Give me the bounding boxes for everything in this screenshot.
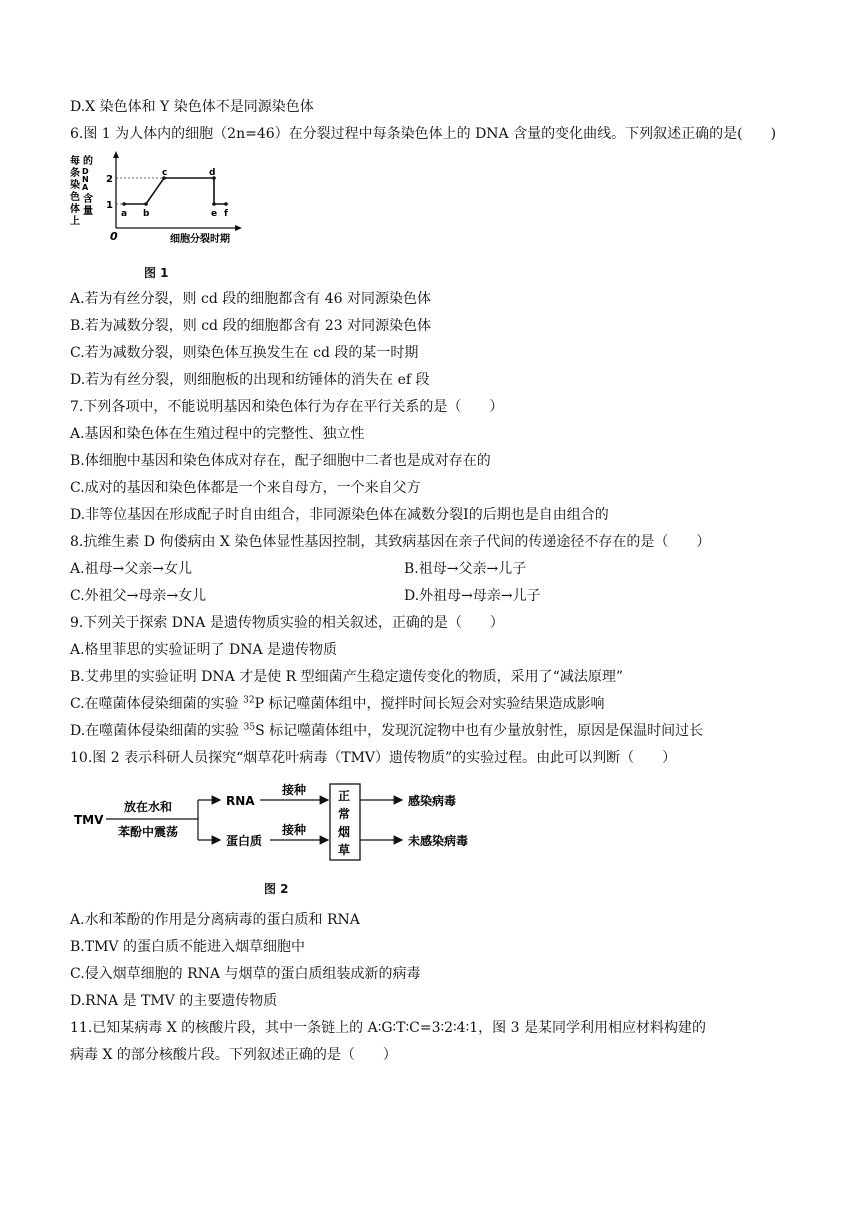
figure-1-dna-content-graph (66, 150, 256, 250)
q11-stem-line2: 病毒 X 的部分核酸片段。下列叙述正确的是（ ） (70, 1047, 397, 1063)
q10-option-d: D.RNA 是 TMV 的主要遗传物质 (70, 993, 278, 1009)
q7-option-a: A.基因和染色体在生殖过程中的完整性、独立性 (70, 426, 365, 442)
fig1-point-a: a (121, 209, 128, 219)
q7-stem: 7.下列各项中，不能说明基因和染色体行为存在平行关系的是（ ） (70, 399, 504, 415)
q8-option-d: D.外祖母→母亲→儿子 (404, 588, 541, 604)
q5-option-d: D.X 染色体和 Y 染色体不是同源染色体 (70, 99, 314, 115)
fig2-treat-line2: 苯酚中震荡 (118, 825, 179, 839)
svg-text:色: 色 (70, 192, 80, 203)
q9-stem: 9.下列关于探索 DNA 是遗传物质实验的相关叙述，正确的是（ ） (70, 615, 504, 631)
q9-option-d: D.在噬菌体侵染细菌的实验 $^{35}$S 标记噬菌体组中，发现沉淀物中也有少量放射性，原因是保温时间过长 (70, 722, 704, 739)
fig2-inoculate-1: 接种 (282, 783, 307, 797)
svg-text:量: 量 (83, 206, 93, 217)
fig1-point-e: e (211, 209, 218, 219)
fig2-protein: 蛋白质 (226, 834, 263, 848)
q11-stem-line1: 11.已知某病毒 X 的核酸片段，其中一条链上的 A∶G∶T∶C=3∶2∶4∶1，图 3 是某同学利用相应材料构建的 (70, 1020, 706, 1036)
q8-option-a: A.祖母→父亲→女儿 (70, 561, 193, 577)
q6-option-c: C.若为减数分裂，则染色体互换发生在 cd 段的某一时期 (70, 345, 419, 361)
q8-stem: 8.抗维生素 D 佝偻病由 X 染色体显性基因控制，其致病基因在亲子代间的传递途径不存在的是（ ） (70, 534, 711, 550)
fig1-point-c: c (162, 168, 168, 178)
q10-option-a: A.水和苯酚的作用是分离病毒的蛋白质和 RNA (70, 912, 360, 928)
q8-option-c: C.外祖父→母亲→女儿 (70, 588, 207, 604)
fig1-xlabel: 细胞分裂时期 (170, 234, 230, 245)
q8-option-b: B.祖母→父亲→儿子 (404, 561, 527, 577)
svg-text:条: 条 (70, 168, 80, 179)
figure-1-caption: 图 1 (144, 266, 169, 280)
q6-option-d: D.若为有丝分裂，则细胞板的出现和纺锤体的消失在 ef 段 (70, 372, 430, 388)
fig2-plant-char: 草 (338, 843, 351, 857)
q9-option-c: C.在噬菌体侵染细菌的实验 $^{32}$P 标记噬菌体组中，搅拌时间长短会对实验结果造成影响 (70, 695, 605, 712)
fig2-rna: RNA (226, 794, 255, 808)
fig1-origin: 0 (110, 230, 118, 243)
q6-stem: 6.图 1 为人体内的细胞（2n=46）在分裂过程中每条染色体上的 DNA 含量的变化曲线。下列叙述正确的是( ) (70, 126, 777, 142)
fig2-result-2: 未感染病毒 (408, 834, 469, 848)
q10-option-c: C.侵入烟草细胞的 RNA 与烟草的蛋白质组装成新的病毒 (70, 966, 421, 982)
fig1-ylabel-col1: 每 (70, 156, 80, 167)
fig2-plant-char: 常 (338, 807, 351, 821)
figure-2-caption: 图 2 (264, 882, 289, 896)
svg-text:体: 体 (70, 204, 80, 215)
fig1-point-f: f (224, 209, 228, 219)
svg-text:N: N (82, 175, 89, 184)
fig2-inoculate-2: 接种 (282, 823, 307, 837)
q6-option-b: B.若为减数分裂，则 cd 段的细胞都含有 23 对同源染色体 (70, 318, 432, 334)
fig1-ytick-2: 2 (106, 174, 113, 185)
svg-text:染: 染 (70, 180, 80, 191)
svg-text:D: D (82, 167, 89, 176)
q10-stem: 10.图 2 表示科研人员探究“烟草花叶病毒（TMV）遗传物质”的实验过程。由此可以判断（ ） (70, 750, 677, 766)
q7-option-c: C.成对的基因和染色体都是一个来自母方，一个来自父方 (70, 480, 421, 496)
fig2-plant-char: 烟 (338, 825, 351, 839)
q7-option-d: D.非等位基因在形成配子时自由组合，非同源染色体在减数分裂I的后期也是自由组合的 (70, 507, 609, 523)
fig1-point-b: b (143, 209, 150, 219)
q6-option-a: A.若为有丝分裂，则 cd 段的细胞都含有 46 对同源染色体 (70, 291, 431, 307)
svg-text:A: A (82, 183, 89, 192)
svg-text:含: 含 (83, 194, 93, 205)
svg-text:上: 上 (70, 216, 80, 227)
q9-option-b: B.艾弗里的实验证明 DNA 才是使 R 型细菌产生稳定遗传变化的物质，采用了“减法原理” (70, 669, 623, 685)
fig2-treat-line1: 放在水和 (124, 800, 173, 814)
fig1-ytick-1: 1 (106, 200, 113, 211)
svg-text:的: 的 (83, 156, 93, 167)
fig2-result-1: 感染病毒 (408, 794, 457, 808)
fig2-tmv: TMV (74, 813, 104, 827)
q10-option-b: B.TMV 的蛋白质不能进入烟草细胞中 (70, 939, 305, 955)
figure-2-tmv-experiment (70, 780, 480, 870)
fig2-plant-char: 正 (338, 789, 351, 803)
q9-option-a: A.格里菲思的实验证明了 DNA 是遗传物质 (70, 642, 338, 658)
fig1-point-d: d (209, 168, 216, 178)
q7-option-b: B.体细胞中基因和染色体成对存在，配子细胞中二者也是成对存在的 (70, 453, 491, 469)
